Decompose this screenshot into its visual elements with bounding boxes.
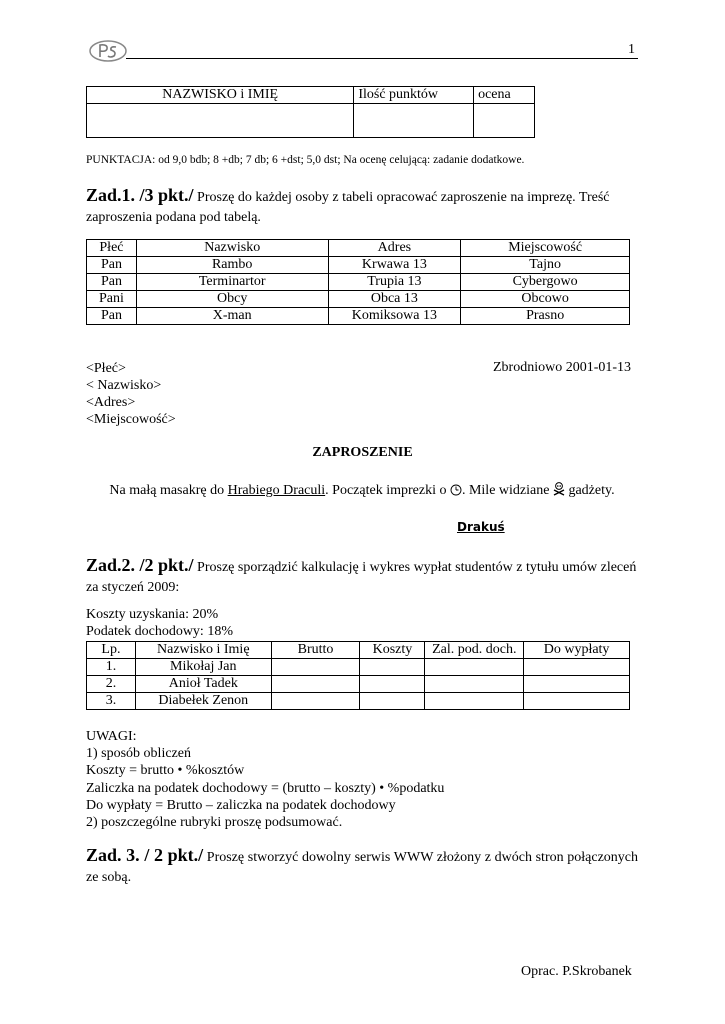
- grade-table: [86, 86, 535, 138]
- table-cell: Krwawa 13: [328, 257, 461, 274]
- table-header-row: [87, 87, 535, 104]
- table-cell: Komiksowa 13: [328, 308, 461, 325]
- table-row: [87, 274, 630, 291]
- notes-line: Zaliczka na podatek dochodowy = (brutto – koszty) • %podatku: [86, 780, 445, 796]
- notes-line: 1) sposób obliczeń: [86, 746, 191, 762]
- table-row: [87, 291, 630, 308]
- task1-text: Proszę do każdej osoby z tabeli opracować zaproszenie na imprezę. Treść zaproszenia podana pod tabelą.: [86, 190, 610, 225]
- column-header: ocena: [474, 87, 535, 104]
- people-table: [86, 239, 630, 325]
- table-cell: 3.: [87, 693, 136, 710]
- table-cell[interactable]: [271, 676, 360, 693]
- column-header: Płeć: [87, 240, 137, 257]
- clock-icon: [450, 484, 462, 496]
- column-header: Nazwisko i Imię: [135, 642, 271, 659]
- page-number: 1: [628, 42, 635, 57]
- invitation-text: . Początek imprezki o: [325, 483, 450, 498]
- task3-text: Proszę stworzyć dowolny serwis WWW złożony z dwóch stron połączonych ze sobą.: [86, 850, 638, 885]
- table-cell[interactable]: [524, 659, 630, 676]
- letter-date: Zbrodniowo 2001-01-13: [493, 360, 632, 375]
- column-header: Lp.: [87, 642, 136, 659]
- address-line: <Miejscowość>: [86, 412, 176, 427]
- table-cell: Pan: [87, 257, 137, 274]
- task2-heading: Zad.2. /2 pkt./: [86, 555, 194, 575]
- notes-line: Koszty = brutto • %kosztów: [86, 763, 245, 779]
- column-header: Adres: [328, 240, 461, 257]
- table-cell[interactable]: [360, 676, 425, 693]
- table-cell: 2.: [87, 676, 136, 693]
- table-cell[interactable]: [271, 693, 360, 710]
- table-cell[interactable]: [524, 676, 630, 693]
- table-header-row: [87, 642, 630, 659]
- signature: Drakuś: [457, 520, 505, 534]
- invitation-body: [86, 482, 638, 499]
- table-cell: Obca 13: [328, 291, 461, 308]
- rate-line: Podatek dochodowy: 18%: [86, 624, 233, 639]
- task2-paragraph: [86, 555, 638, 598]
- task3-paragraph: [86, 845, 638, 888]
- address-line: <Płeć>: [86, 361, 126, 376]
- invitation-text: . Mile widziane: [461, 483, 553, 498]
- table-cell: Rambo: [136, 257, 328, 274]
- points-entry-cell[interactable]: [354, 104, 474, 138]
- task3-heading: Zad. 3. / 2 pkt./: [86, 845, 204, 865]
- column-header: Do wypłaty: [524, 642, 630, 659]
- skull-crossbones-icon: [553, 482, 565, 496]
- invitation-text: gadżety.: [564, 483, 615, 498]
- table-cell[interactable]: [425, 676, 524, 693]
- table-cell[interactable]: [360, 693, 425, 710]
- notes-line: UWAGI:: [86, 729, 137, 744]
- table-cell: Obcy: [136, 291, 328, 308]
- author-footer: Oprac. P.Skrobanek: [521, 964, 632, 979]
- invitation-title: ZAPROSZENIE: [312, 445, 413, 460]
- notes-line: Do wypłaty = Brutto – zaliczka na podatek dochodowy: [86, 797, 396, 813]
- table-cell[interactable]: [360, 659, 425, 676]
- task1-heading: Zad.1. /3 pkt./: [86, 185, 194, 205]
- table-cell[interactable]: [524, 693, 630, 710]
- table-row: [87, 659, 630, 676]
- column-header: Zal. pod. doch.: [425, 642, 524, 659]
- header-divider: [126, 58, 638, 59]
- table-cell[interactable]: [425, 693, 524, 710]
- table-cell: Pan: [87, 274, 137, 291]
- grade-entry-cell[interactable]: [474, 104, 535, 138]
- column-header: Ilość punktów: [354, 87, 474, 104]
- rate-line: Koszty uzyskania: 20%: [86, 607, 219, 622]
- table-cell: X-man: [136, 308, 328, 325]
- column-header: Miejscowość: [461, 240, 630, 257]
- column-header: NAZWISKO i IMIĘ: [87, 87, 354, 104]
- column-header: Nazwisko: [136, 240, 328, 257]
- notes-block: [86, 728, 444, 831]
- table-cell: Diabełek Zenon: [135, 693, 271, 710]
- name-entry-cell[interactable]: [87, 104, 354, 138]
- task2-text: Proszę sporządzić kalkulację i wykres wypłat studentów z tytułu umów zleceń za styczeń 2009:: [86, 560, 637, 595]
- task1-paragraph: [86, 185, 638, 228]
- table-row: [87, 104, 535, 138]
- table-cell: Pan: [87, 308, 137, 325]
- address-line: < Nazwisko>: [86, 378, 162, 393]
- table-cell[interactable]: [271, 659, 360, 676]
- table-cell: Cybergowo: [461, 274, 630, 291]
- column-header: Koszty: [360, 642, 425, 659]
- address-block: [86, 360, 176, 428]
- table-cell: Pani: [87, 291, 137, 308]
- table-cell[interactable]: [425, 659, 524, 676]
- table-cell: Prasno: [461, 308, 630, 325]
- ps-logo-icon: [86, 38, 130, 64]
- table-cell: Trupia 13: [328, 274, 461, 291]
- table-row: [87, 308, 630, 325]
- table-row: [87, 693, 630, 710]
- table-cell: Mikołaj Jan: [135, 659, 271, 676]
- address-line: <Adres>: [86, 395, 136, 410]
- table-header-row: [87, 240, 630, 257]
- salary-table: [86, 641, 630, 710]
- notes-line: 2) poszczególne rubryki proszę podsumować.: [86, 815, 343, 831]
- dracula-link[interactable]: Hrabiego Draculi: [227, 483, 326, 498]
- table-cell: Obcowo: [461, 291, 630, 308]
- table-cell: 1.: [87, 659, 136, 676]
- table-row: [87, 257, 630, 274]
- column-header: Brutto: [271, 642, 360, 659]
- invitation-text: Na małą masakrę do: [109, 483, 228, 498]
- table-cell: Anioł Tadek: [135, 676, 271, 693]
- table-cell: Tajno: [461, 257, 630, 274]
- scoring-info: PUNKTACJA: od 9,0 bdb; 8 +db; 7 db; 6 +dst; 5,0 dst; Na ocenę celującą: zadanie dodatkowe.: [86, 154, 525, 166]
- table-cell: Terminartor: [136, 274, 328, 291]
- rates-block: [86, 606, 233, 640]
- table-row: [87, 676, 630, 693]
